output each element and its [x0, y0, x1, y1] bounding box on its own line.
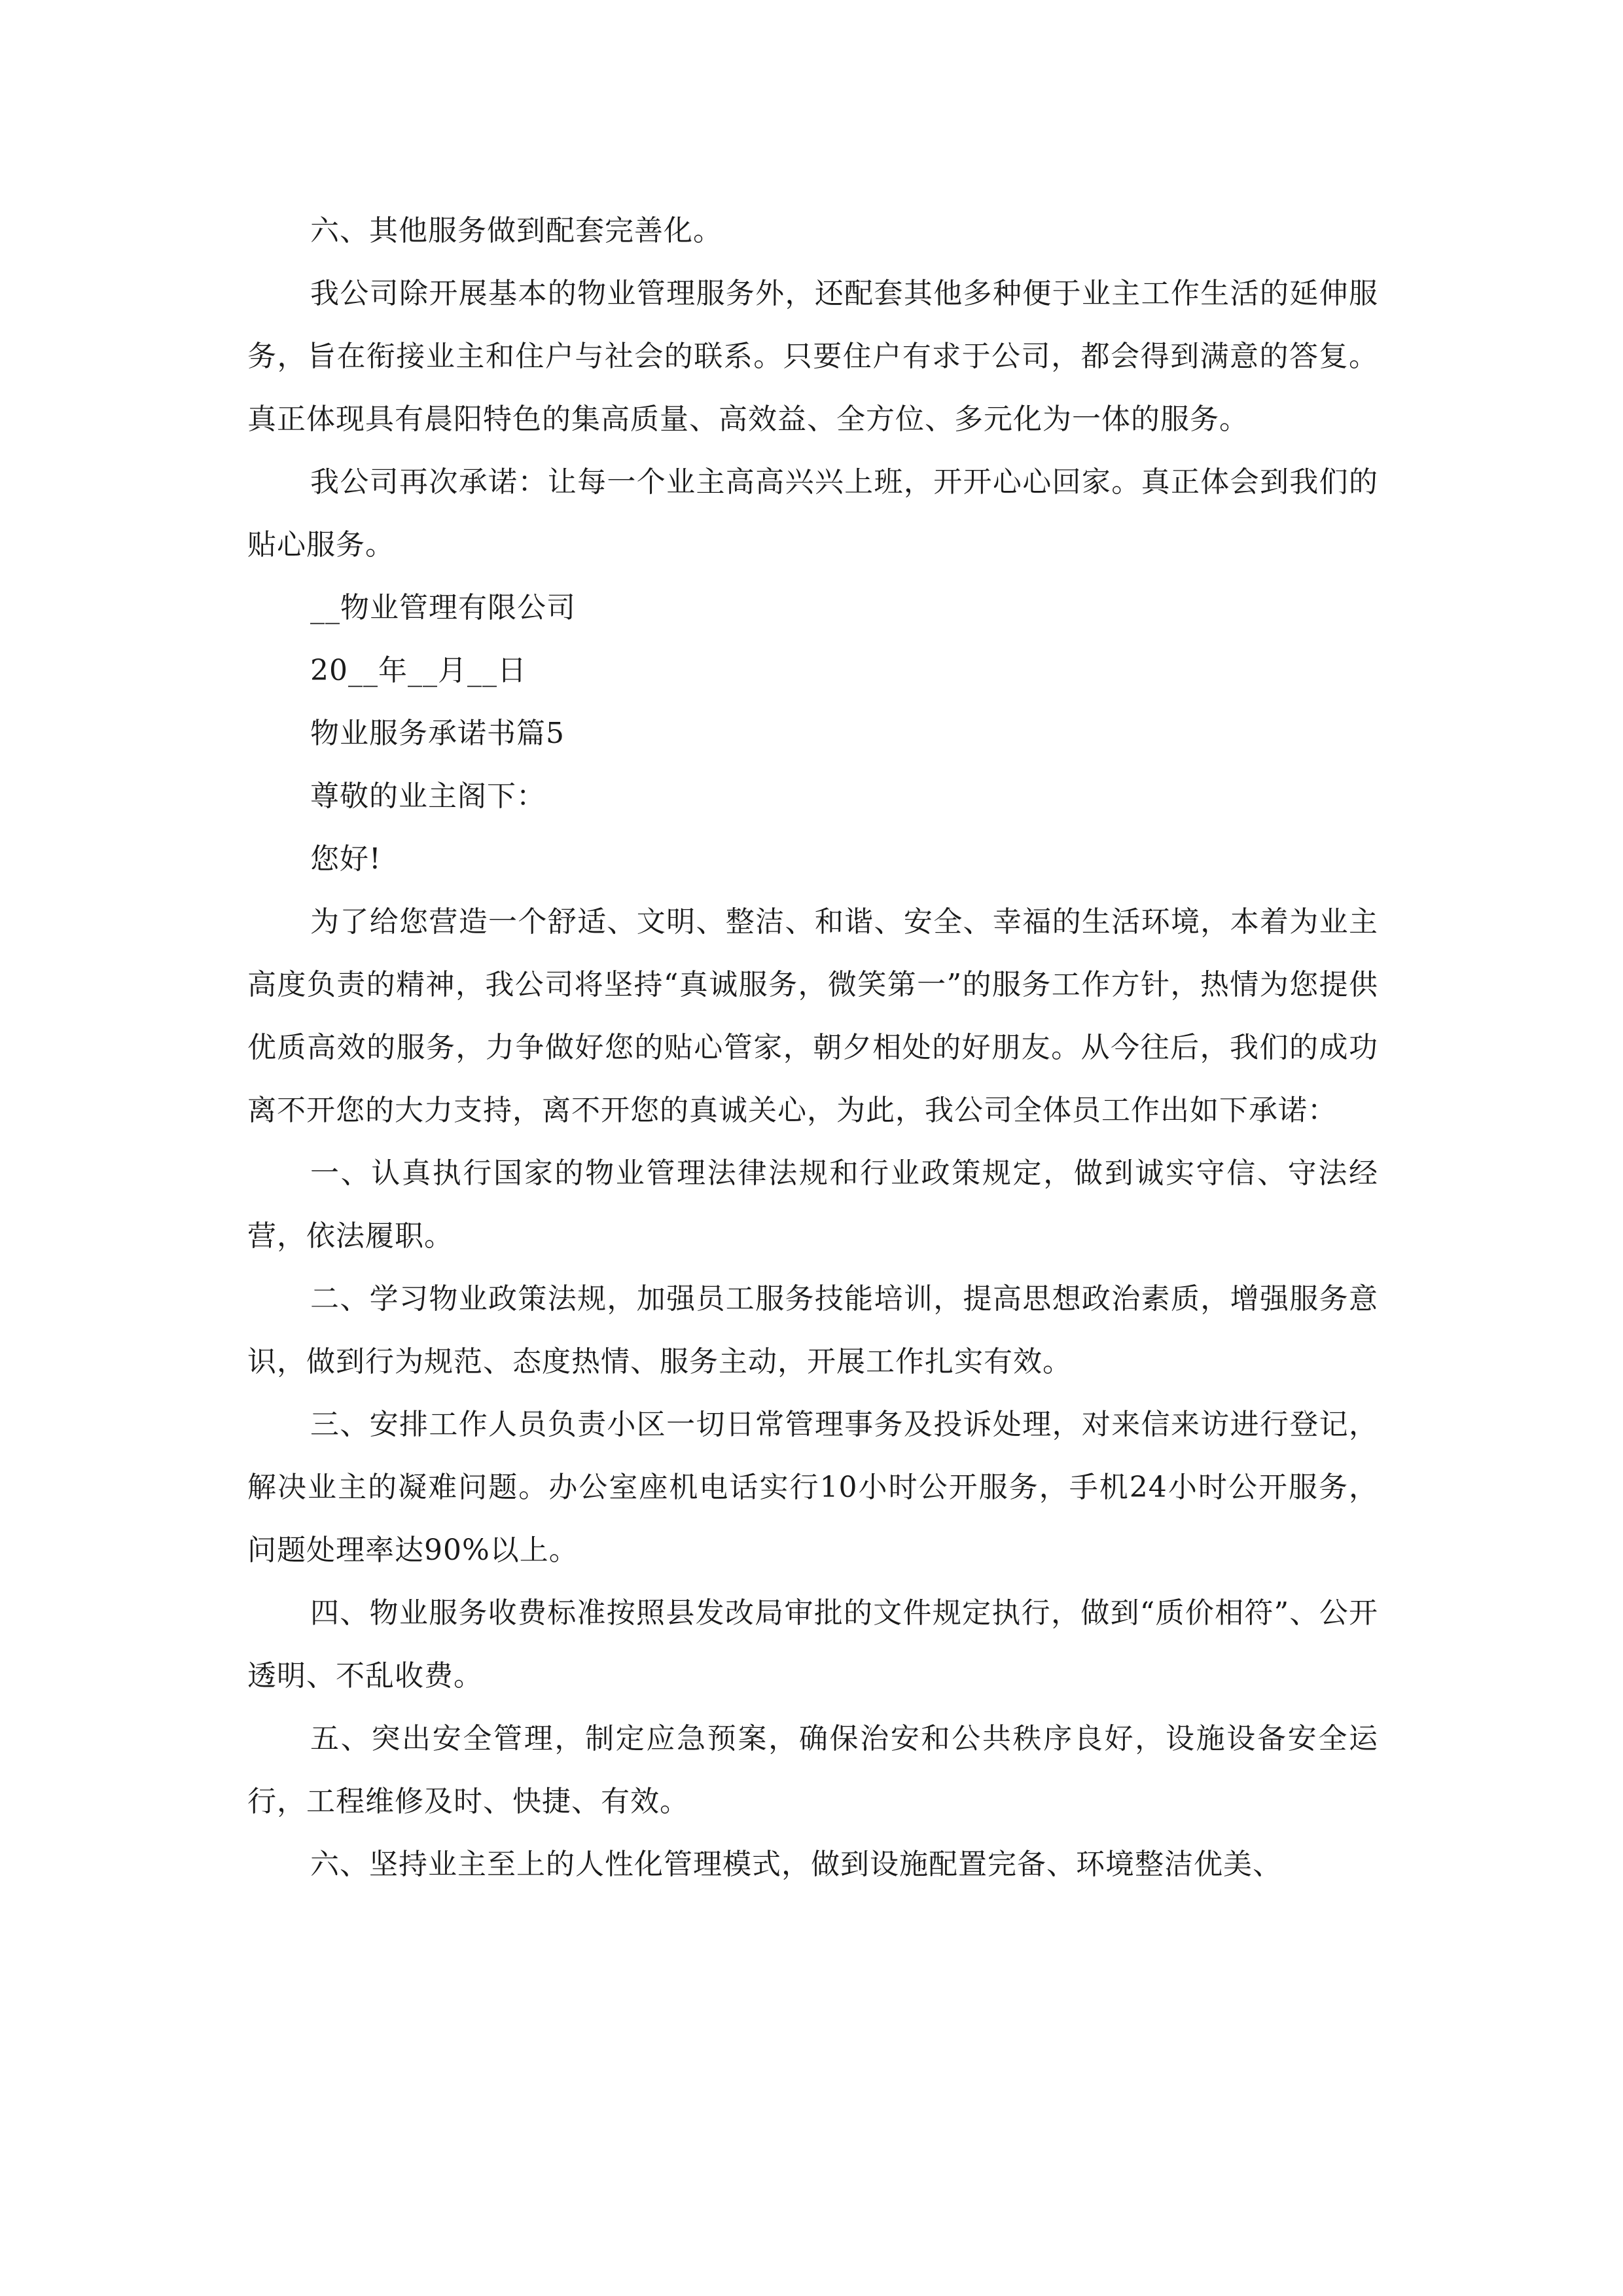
commitment-item-2: 二、学习物业政策法规，加强员工服务技能培训，提高思想政治素质，增强服务意识，做到行为规范、态度热情、服务主动，开展工作扎实有效。 — [247, 1282, 1378, 1378]
document-body — [247, 200, 1378, 1896]
commitment-item-6: 六、坚持业主至上的人性化管理模式，做到设施配置完备、环境整洁优美、 — [310, 1848, 1282, 1881]
commitment-item-4: 四、物业服务收费标准按照县发改局审批的文件规定执行，做到“质价相符”、公开透明、不乱收费。 — [247, 1596, 1378, 1693]
paragraph-promise-again: 我公司再次承诺：让每一个业主高高兴兴上班，开开心心回家。真正体会到我们的贴心服务。 — [247, 465, 1378, 562]
paragraph-other-services-heading: 六、其他服务做到配套完善化。 — [310, 214, 722, 247]
salutation: 尊敬的业主阁下： — [310, 780, 546, 813]
commitment-item-1: 一、认真执行国家的物业管理法律法规和行业政策规定，做到诚实守信、守法经营，依法履职。 — [247, 1157, 1378, 1253]
greeting: 您好! — [310, 842, 382, 876]
paragraph-introduction: 为了给您营造一个舒适、文明、整洁、和谐、安全、幸福的生活环境，本着为业主高度负责的精神，我公司将坚持“真诚服务，微笑第一”的服务工作方针，热情为您提供优质高效的服务，力争做好您的贴心管家，朝夕相处的好朋友。从今往后，我们的成功离不开您的大力支持，离不开您的真诚关心，为此，我公司全体员工作出如下承诺： — [247, 905, 1378, 1127]
signature-date: 20__年__月__日 — [310, 654, 527, 687]
signature-company: __物业管理有限公司 — [310, 591, 576, 624]
section-title: 物业服务承诺书篇5 — [310, 717, 565, 750]
commitment-item-5: 五、突出安全管理，制定应急预案，确保治安和公共秩序良好，设施设备安全运行，工程维修及时、快捷、有效。 — [247, 1722, 1378, 1818]
paragraph-extended-services: 我公司除开展基本的物业管理服务外，还配套其他多种便于业主工作生活的延伸服务，旨在衔接业主和住户与社会的联系。只要住户有求于公司，都会得到满意的答复。真正体现具有晨阳特色的集高质量、高效益、全方位、多元化为一体的服务。 — [247, 277, 1378, 436]
commitment-item-3: 三、安排工作人员负责小区一切日常管理事务及投诉处理，对来信来访进行登记，解决业主的凝难问题。办公室座机电话实行10小时公开服务，手机24小时公开服务，问题处理率达90%以上。 — [247, 1408, 1378, 1567]
